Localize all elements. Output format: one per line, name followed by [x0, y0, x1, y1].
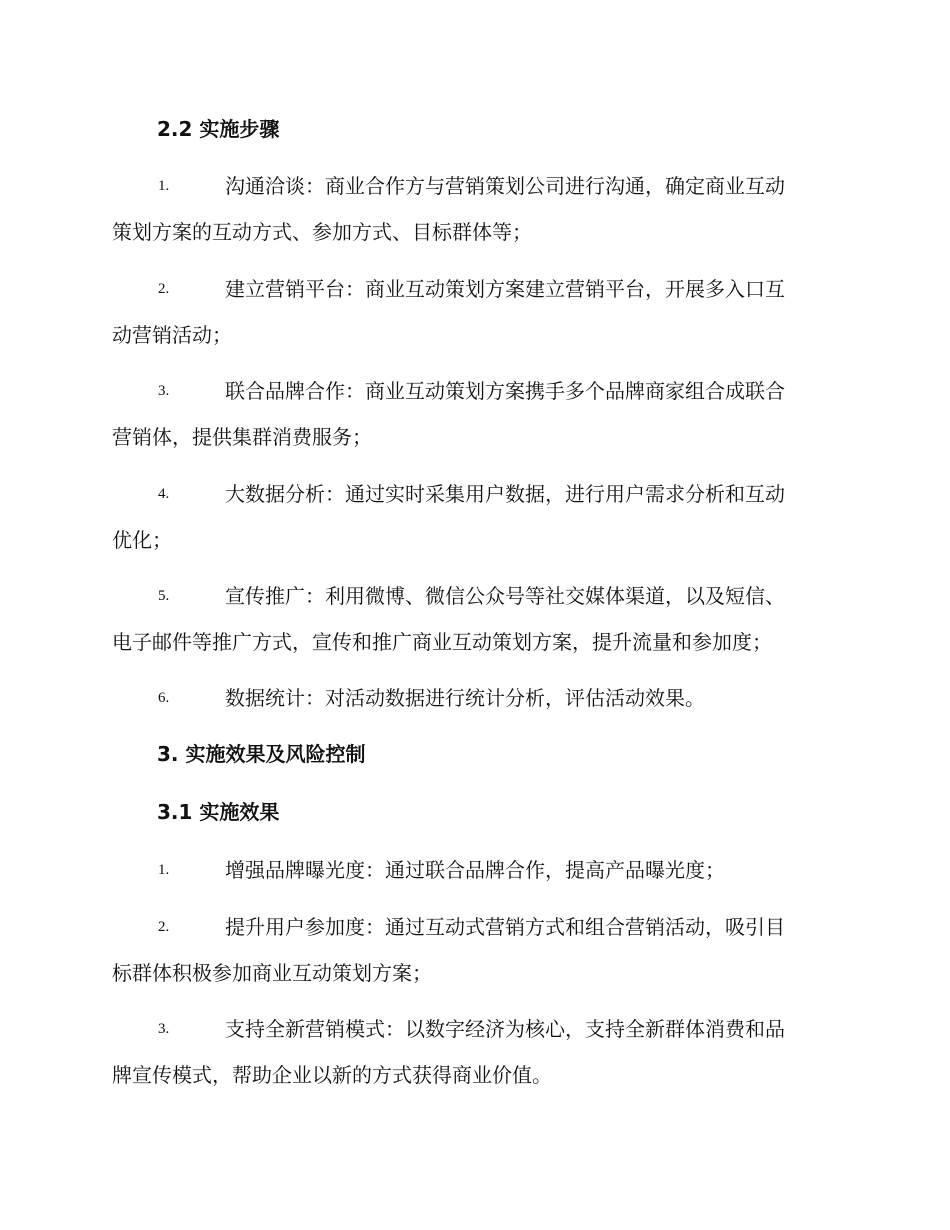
list-item-text-continued: 策划方案的互动方式、参加方式、目标群体等；	[112, 220, 532, 244]
list-number: 4.	[158, 486, 170, 502]
list-item	[112, 1006, 834, 1098]
list-item-text: 沟通洽谈：商业合作方与营销策划公司进行沟通，确定商业互动	[225, 174, 785, 198]
list-item-text: 提升用户参加度：通过互动式营销方式和组合营销活动，吸引目	[225, 915, 785, 939]
list-item-text-continued: 营销体，提供集群消费服务；	[112, 425, 372, 449]
list-item-text: 大数据分析：通过实时采集用户数据，进行用户需求分析和互动	[225, 482, 785, 506]
list-item	[112, 471, 834, 563]
list-item-text: 增强品牌曝光度：通过联合品牌合作，提高产品曝光度；	[225, 858, 725, 882]
list-number: 3.	[158, 383, 170, 399]
list-item-text-continued: 优化；	[112, 528, 172, 552]
list-item	[112, 266, 834, 358]
list-item-text: 建立营销平台：商业互动策划方案建立营销平台，开展多入口互	[225, 277, 785, 301]
list-item-text-continued: 电子邮件等推广方式，宣传和推广商业互动策划方案，提升流量和参加度；	[112, 630, 772, 654]
list-item-text: 支持全新营销模式：以数字经济为核心，支持全新群体消费和品	[225, 1017, 785, 1041]
list-item	[112, 163, 834, 255]
section-heading-3: 3. 实施效果及风险控制	[157, 742, 366, 766]
list-item-text: 联合品牌合作：商业互动策划方案携手多个品牌商家组合成联合	[225, 379, 785, 403]
list-item-text-continued: 动营销活动；	[112, 323, 232, 347]
list-item	[112, 904, 834, 996]
list-number: 5.	[158, 588, 170, 604]
list-number: 6.	[158, 690, 170, 706]
list-item-text-continued: 牌宣传模式，帮助企业以新的方式获得商业价值。	[112, 1063, 552, 1087]
list-item	[112, 847, 834, 893]
list-item-text-continued: 标群体积极参加商业互动策划方案；	[112, 961, 432, 985]
list-item-text: 数据统计：对活动数据进行统计分析，评估活动效果。	[225, 686, 705, 710]
list-item	[112, 573, 834, 665]
list-item	[112, 675, 834, 721]
section-heading-3-1: 3.1 实施效果	[157, 800, 280, 824]
list-number: 1.	[158, 862, 170, 878]
list-number: 2.	[158, 919, 170, 935]
list-number: 3.	[158, 1021, 170, 1037]
list-number: 1.	[158, 178, 170, 194]
list-item	[112, 368, 834, 460]
list-number: 2.	[158, 281, 170, 297]
list-item-text: 宣传推广：利用微博、微信公众号等社交媒体渠道，以及短信、	[225, 584, 785, 608]
section-heading-2-2: 2.2 实施步骤	[157, 117, 280, 141]
